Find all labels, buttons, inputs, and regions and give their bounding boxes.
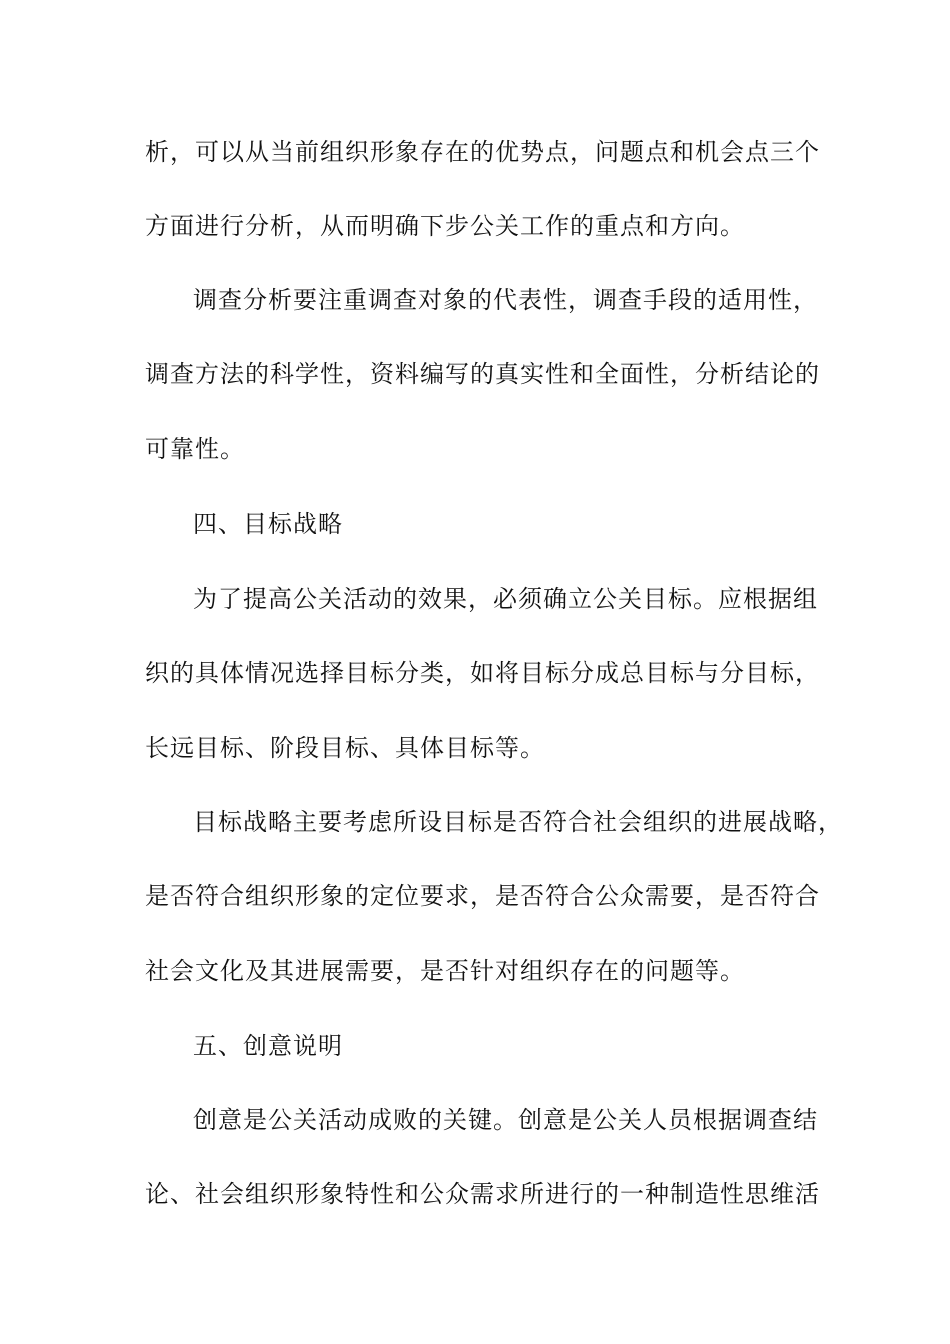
paragraph-line: 社会文化及其进展需要，是否针对组织存在的问题等。	[145, 957, 745, 985]
paragraph-line: 论、社会组织形象特性和公众需求所进行的一种制造性思维活	[145, 1180, 820, 1208]
paragraph-line: 是否符合组织形象的定位要求，是否符合公众需要，是否符合	[145, 882, 820, 910]
paragraph-line: 调查方法的科学性，资料编写的真实性和全面性，分析结论的	[145, 360, 820, 388]
paragraph-line: 可靠性。	[145, 435, 245, 463]
paragraph-line: 创意是公关活动成败的关键。创意是公关人员根据调查结	[193, 1106, 818, 1134]
paragraph-line: 调查分析要注重调查对象的代表性，调查手段的适用性，	[193, 286, 818, 314]
paragraph-line: 目标战略主要考虑所设目标是否符合社会组织的进展战略，	[193, 808, 843, 836]
paragraph-line: 织的具体情况选择目标分类，如将目标分成总目标与分目标，	[145, 659, 820, 687]
paragraph-line: 为了提高公关活动的效果，必须确立公关目标。应根据组	[193, 585, 818, 613]
section-heading: 五、创意说明	[193, 1032, 343, 1060]
paragraph-line: 析，可以从当前组织形象存在的优势点，问题点和机会点三个	[145, 138, 820, 166]
section-heading: 四、目标战略	[193, 510, 343, 538]
paragraph-line: 长远目标、阶段目标、具体目标等。	[145, 734, 545, 762]
paragraph-line: 方面进行分析，从而明确下步公关工作的重点和方向。	[145, 212, 745, 240]
